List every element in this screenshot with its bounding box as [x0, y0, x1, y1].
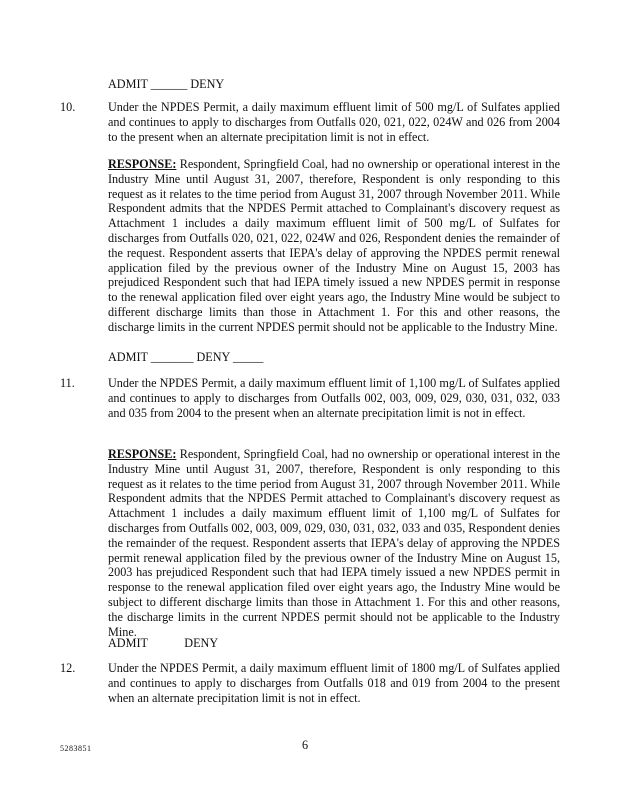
request-10: Under the NPDES Permit, a daily maximum effluent limit of 500 mg/L of Sulfates applied and continues to apply to discharges from Outfalls 020, 021, 022, 024W and 026 from 2004 to the present when an alternate precipitation limit is not in effect. [108, 100, 560, 144]
admit-deny-line-1: ADMIT ______ DENY [108, 77, 225, 91]
response-10 [108, 157, 560, 335]
request-12: Under the NPDES Permit, a daily maximum effluent limit of 1800 mg/L of Sulfates applied and continues to apply to discharges from Outfalls 018 and 019 from 2004 to the present when an alternate precipitation limit is not in effect. [108, 661, 560, 705]
item-number-12: 12. [60, 661, 76, 675]
page-number: 6 [302, 738, 309, 752]
item-number-11: 11. [60, 376, 75, 390]
response-label: RESPONSE: [108, 157, 177, 171]
request-11: Under the NPDES Permit, a daily maximum effluent limit of 1,100 mg/L of Sulfates applied and continues to apply to discharges from Outfalls 002, 003, 009, 029, 030, 031, 032, 033 and 035 from 2004 to the present when an alternate precipitation limit is not in effect. [108, 376, 560, 420]
document-code: 5283851 [60, 744, 92, 753]
response-label: RESPONSE: [108, 447, 177, 461]
response-text: Respondent, Springfield Coal, had no ownership or operational interest in the Industry Mine until August 31, 2007, therefore, Respondent is only responding to this request as it relates to the time period from August 31, 2007 through November 2011. While Respondent admits that the NPDES Permit attached to Complainant's discovery request as Attachment 1 includes a daily maximum effluent limit of 500 mg/L of Sulfates for discharges from Outfalls 020, 021, 022, 024W and 026, Respondent denies the remainder of the request. Respondent asserts that IEPA's delay of approving the NPDES permit renewal application filed by the previous owner of the Industry Mine on August 15, 2003 has prejudiced Respondent such that had IEPA timely issued a new NPDES permit in response to the renewal application filed over eight years ago, the Industry Mine would be subject to different discharge limits than those in Attachment 1. For this and other reasons, the discharge limits in the current NPDES permit should not be applicable to the Industry Mine. [108, 157, 560, 334]
item-number-10: 10. [60, 100, 76, 114]
admit-deny-line-2: ADMIT _______ DENY _____ [108, 350, 264, 364]
response-11 [108, 447, 560, 639]
admit-deny-line-3: ADMIT DENY [108, 636, 219, 650]
response-text: Respondent, Springfield Coal, had no ownership or operational interest in the Industry Mine until August 31, 2007, therefore, Respondent is only responding to this request as it relates to the time period from August 31, 2007 through November 2011. While Respondent admits that the NPDES Permit attached to Complainant's discovery request as Attachment 1 includes a daily maximum effluent limit of 1,100 mg/L of Sulfates for discharges from Outfalls 002, 003, 009, 029, 030, 031, 032, 033 and 035, Respondent denies the remainder of the request. Respondent asserts that IEPA's delay of approving the NPDES permit renewal application filed by the previous owner of the Industry Mine on August 15, 2003 has prejudiced Respondent such that had IEPA timely issued a new NPDES permit in response to the renewal application filed over eight years ago, the Industry Mine would be subject to different discharge limits than those in Attachment 1. For this and other reasons, the discharge limits in the current NPDES permit should not be applicable to the Industry Mine. [108, 447, 561, 639]
